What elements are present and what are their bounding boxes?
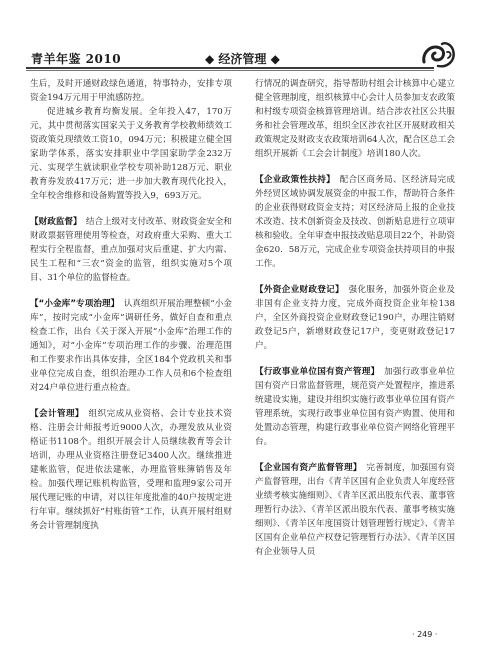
paragraph-text: 行情况的调查研究，指导帮助村组会计核算中心建立健全管理制度，组织核算中心会计人员参加支农政策和村级专项资金核算管理培训。结合涉农社区公共服务和社会管理改革，组织全区涉农社区开展财政相关政策规定及财政支农政策培训64人次，配合区总工会组织开展新《工会会计制度》培训180人次。 <box>255 79 455 159</box>
paragraph-gap <box>30 395 232 407</box>
section-paragraph <box>255 173 455 271</box>
section-label: 【企业国有资产监督管理】 <box>255 463 362 473</box>
paragraph-text: 认真组织开展治理整顿“小金库”，按时完成“小金库”调研任务，做好自查和重点检查工作，出台《关于深入开展“小金库”治理工作的通知》，对“小金库”专项治理工作的步骤、治理范围和工作要求作出具体安排，全区184个党政机关和事业单位完成自查，组织治理办工作人员和6个检查组对24户单位进行重点检查。 <box>30 299 232 393</box>
yearbook-title: 青羊年鉴 2010 <box>31 52 122 66</box>
paragraph-gap <box>255 271 455 283</box>
paragraph-text: 组织完成从业资格、会计专业技术资格、注册会计师报考近9000人次，办理发放从业资格证书1108个。组织开展会计人员继续教育等会计培训，办理从业资格注册登记3400人次。继续推进建帐监管，促进依法建帐，办理监管账簿销售及年检。加强代理记账机构监管，受理和监理9家公司开展代理记账的申请，对以往年度批准的40户按规定进行年审。继续抓好“村账街管”工作，认真开展村组财务会计管理制度执 <box>30 409 232 531</box>
section-paragraph <box>30 297 232 395</box>
paragraph-gap <box>30 285 232 297</box>
section-label: 【会计管理】 <box>30 409 84 419</box>
body-paragraph <box>30 77 232 105</box>
paragraph-gap <box>255 353 455 365</box>
section-label: 【企业政策性扶持】 <box>255 175 336 185</box>
section-paragraph <box>255 365 455 449</box>
section-paragraph <box>30 407 232 533</box>
section-paragraph <box>255 283 455 353</box>
paragraph-text: 强化服务，加强外资企业及非国有企业支持力度，完成外商投资企业年检138户，全区外商投资企业财政登记190户，办理注销财政登记5户，新增财政登记17户，变更财政登记17户。 <box>255 285 455 351</box>
paragraph-gap <box>255 449 455 461</box>
paragraph-text: 生后，及时开通财政绿色通道，特事特办，安排专项资金194万元用于甲流感防控。 <box>30 79 232 103</box>
paragraph-text: 结合上级对支付改革、财政资金安全和财政票据管理使用等检查，对政府重大采购、重大工程实行全程监督，重点加强对灾后重建、扩大内需、民生工程和“三农”资金的监管，组织实施对5个项目、31个单位的监督检查。 <box>30 217 232 283</box>
paragraph-gap <box>30 203 232 215</box>
paragraph-text: 完善制度，加强国有资产监督管理，出台《青羊区国有企业负责人年度经营业绩考核实施细则》、《青羊区派出股东代表、董事管理暂行办法》、《青羊区派出股东代表、董事考核实施细则》、《青羊区年度国资计划管理暂行规定》、《青羊区国有企业单位产权登记管理暂行办法》、《青羊区国有企业领导人员 <box>255 463 455 557</box>
section-label: 【财政监督】 <box>30 217 82 227</box>
paragraph-text: 配合区商务局、区经济局完成外经贸区域协调发展资金的申报工作，帮助符合条件的企业获得财政资金支持；对区经济局上报的企业技术改造、技术创新资金及技改、创新贴息进行立项审核和验收。全年审查申报技改贴息项目22个，补助资金620．58万元，完成企业专项资金扶持项目的申报工作。 <box>255 175 455 269</box>
header-rule <box>26 67 434 69</box>
page-header <box>0 0 480 70</box>
section-label: 【“小金库”专项治理】 <box>30 299 120 309</box>
header-rule-thin <box>26 70 434 71</box>
section-paragraph <box>30 215 232 285</box>
left-column <box>30 77 232 533</box>
body-paragraph <box>30 105 232 203</box>
paragraph-text: 加强行政事业单位国有资产日常监督管理，规范资产处置程序，推进系统建设实施，建设并组织实施行政事业单位国有资产管理系统，实现行政事业单位国有资产购置、使用和处置动态管理，构建行政事业单位资产网络化管理平台。 <box>255 367 455 447</box>
section-label: 【行政事业单位国有资产管理】 <box>255 367 380 377</box>
section-paragraph <box>255 461 455 559</box>
right-column <box>255 77 455 559</box>
paragraph-text: 促进城乡教育均衡发展。全年投入47，170万元，其中贯彻落实国家关于义务教育学校教师绩效工资政策兑现绩效工资10，094万元；积极建立健全国家助学体系，落实安排职业中学国家助学金232万元、实现学生就读职业学校专项补助128万元、职业教育券发放417万元；进一步加大教育现代化投入，全年校舍维修和设备购置等投入9，693万元。 <box>30 107 232 201</box>
section-label: 【外资企业财政登记】 <box>255 285 344 295</box>
section-title: ◆ 经济管理 ◆ <box>205 52 280 66</box>
body-paragraph <box>255 77 455 161</box>
page-number: · 249 · <box>412 630 438 639</box>
paragraph-gap <box>255 161 455 173</box>
